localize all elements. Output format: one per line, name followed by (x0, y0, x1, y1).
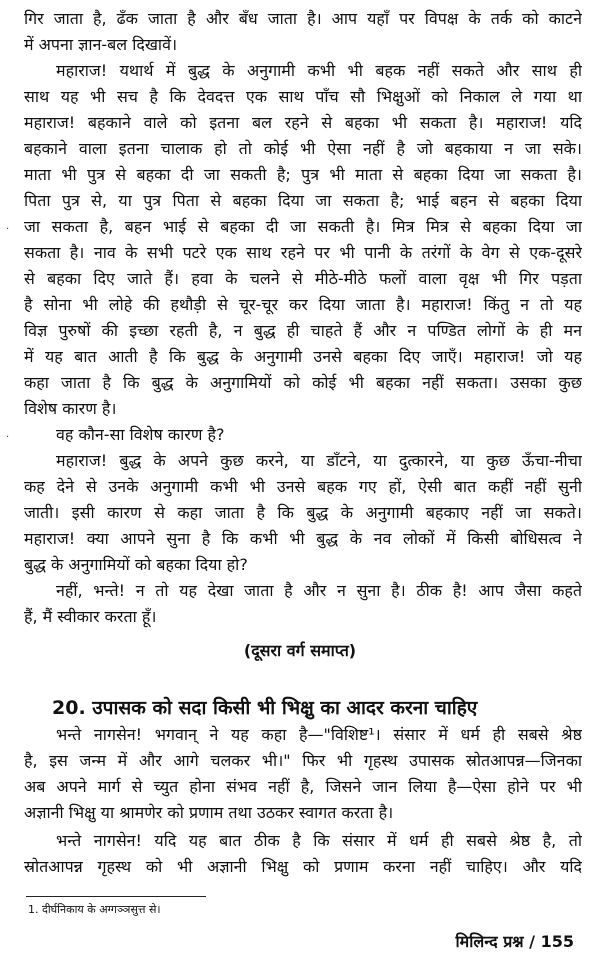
section-heading: 20. उपासक को सदा किसी भी भिक्षु का आदर करना चाहिए (52, 697, 478, 719)
body-line: बुद्ध के अनुगामियों को बहका दिया हो? (24, 555, 248, 574)
body-line: से बहका दिए जाते हैं। हवा के चलने से मीठे-मीठे फलों वाला वृक्ष भी गिर पड़ता (24, 269, 582, 288)
body-line: महाराज! क्या आपने सुना है कि कभी भी बुद्ध के नव लोकों में किसी बोधिसत्व ने (24, 529, 582, 548)
body-line: जाती। इसी कारण से कहा जाता है कि बुद्ध के अनुगामी बहकाए नहीं जा सकते। (24, 503, 582, 522)
body-line: में यह बात आती है कि बुद्ध के अनुगामी उनसे बहका दिए जाएँ। महाराज! जो यह (24, 347, 582, 366)
body-line: महाराज! बुद्ध के अपने कुछ करने, या डाँटने, या दुत्कारने, या कुछ ऊँचा-नीचा (56, 451, 582, 470)
body-line: सकता है। नाव के सभी पटरे एक साथ रहने पर भी पानी के तरंगों के वेग से एक-दूसरे (24, 243, 582, 262)
margin-mark: · (6, 224, 10, 235)
body-line: विशेष कारण है। (24, 399, 117, 418)
body-line: महाराज! यथार्थ में बुद्ध के अनुगामी कभी भी बहक नहीं सकते और साथ ही (56, 61, 582, 80)
body-line: पिता पुत्र से, या पुत्र पिता से बहका दिया जा सकता है; भाई बहन से बहका दिया (24, 191, 582, 210)
section-line: अज्ञानी भिक्षु या श्रामणेर को प्रणाम तथा उठकर स्वागत करता है। (24, 803, 394, 822)
section-line: स्रोतआपन्न गृहस्थ को भी अज्ञानी भिक्षु को प्रणाम करना नहीं चाहिए। और यदि (24, 857, 582, 876)
body-line: विज्ञ पुरुषों की इच्छा रहती है, न बुद्ध ही चाहते हैं और न पण्डित लोगों के ही मन (24, 321, 582, 340)
body-line: है सोना भी लोहे की हथौड़ी से चूर-चूर कर दिया जाता है। महाराज! किंतु न तो यह (24, 295, 582, 314)
body-line: नहीं, भन्ते! न तो यह देखा जाता है और न सुना है। ठीक है! आप जैसा कहते (56, 581, 582, 600)
page-footer: मिलिन्द प्रश्न / 155 (455, 932, 574, 951)
body-line: कहा जाता है कि बुद्ध के अनुगामियों को कोई भी बहका नहीं सकता। उसका कुछ (24, 373, 582, 392)
body-line: माता भी पुत्र से बहका दी जा सकती है; पुत्र भी माता से बहका दिया जा सकता है। (24, 165, 582, 184)
body-line: में अपना ज्ञान-बल दिखावें। (24, 35, 178, 54)
body-line: गिर जाता है, ढँक जाता है और बँध जाता है। आप यहाँ पर विपक्ष के तर्क को काटने (24, 9, 582, 28)
section-line: अब अपने मार्ग से च्युत होना संभव नहीं है, जिसने जान लिया है—ऐसा होने पर भी (24, 777, 582, 796)
body-line: वह कौन-सा विशेष कारण है? (56, 425, 225, 444)
footnote: 1. दीर्घनिकाय के अग्गञ्ञसुत्त से। (28, 903, 161, 916)
body-line: कह देने से उनके अनुगामी कभी भी उनसे बहक गए हों, ऐसी बात कहीं नहीं सुनी (24, 477, 582, 496)
section-line: भन्ते नागसेन! यदि यह बात ठीक है कि संसार में धर्म ही सबसे श्रेष्ठ है, तो (56, 831, 582, 850)
body-line: महाराज! बहकाने वाले को इतना बल रहने से बहका भी सकता है। महाराज! यदि (24, 113, 582, 132)
margin-mark: · (6, 432, 10, 443)
body-line: जा सकता है, बहन भाई से बहका दी जा सकती है। मित्र मित्र से बहका दिया जा (24, 217, 582, 236)
section-line: भन्ते नागसेन! भगवान् ने यह कहा है—"विशिष्ट¹। संसार में धर्म ही सबसे श्रेष्ठ (56, 725, 582, 744)
section-line: है, इस जन्म में और आगे चलकर भी।" फिर भी गृहस्थ उपासक स्रोतआपन्न—जिनका (24, 751, 582, 770)
body-line: साथ यह भी सच है कि देवदत्त एक साथ पाँच सौ भिक्षुओं को निकाल ले गया था (24, 87, 582, 106)
section-end-marker: (दूसरा वर्ग समाप्त) (243, 641, 357, 660)
body-line: बहकाने वाला इतना चालाक हो तो कोई भी ऐसा नहीं है जो बहकाया न जा सके। (24, 139, 582, 158)
body-line: हैं, मैं स्वीकार करता हूँ। (24, 607, 157, 626)
footnote-rule (26, 896, 206, 897)
